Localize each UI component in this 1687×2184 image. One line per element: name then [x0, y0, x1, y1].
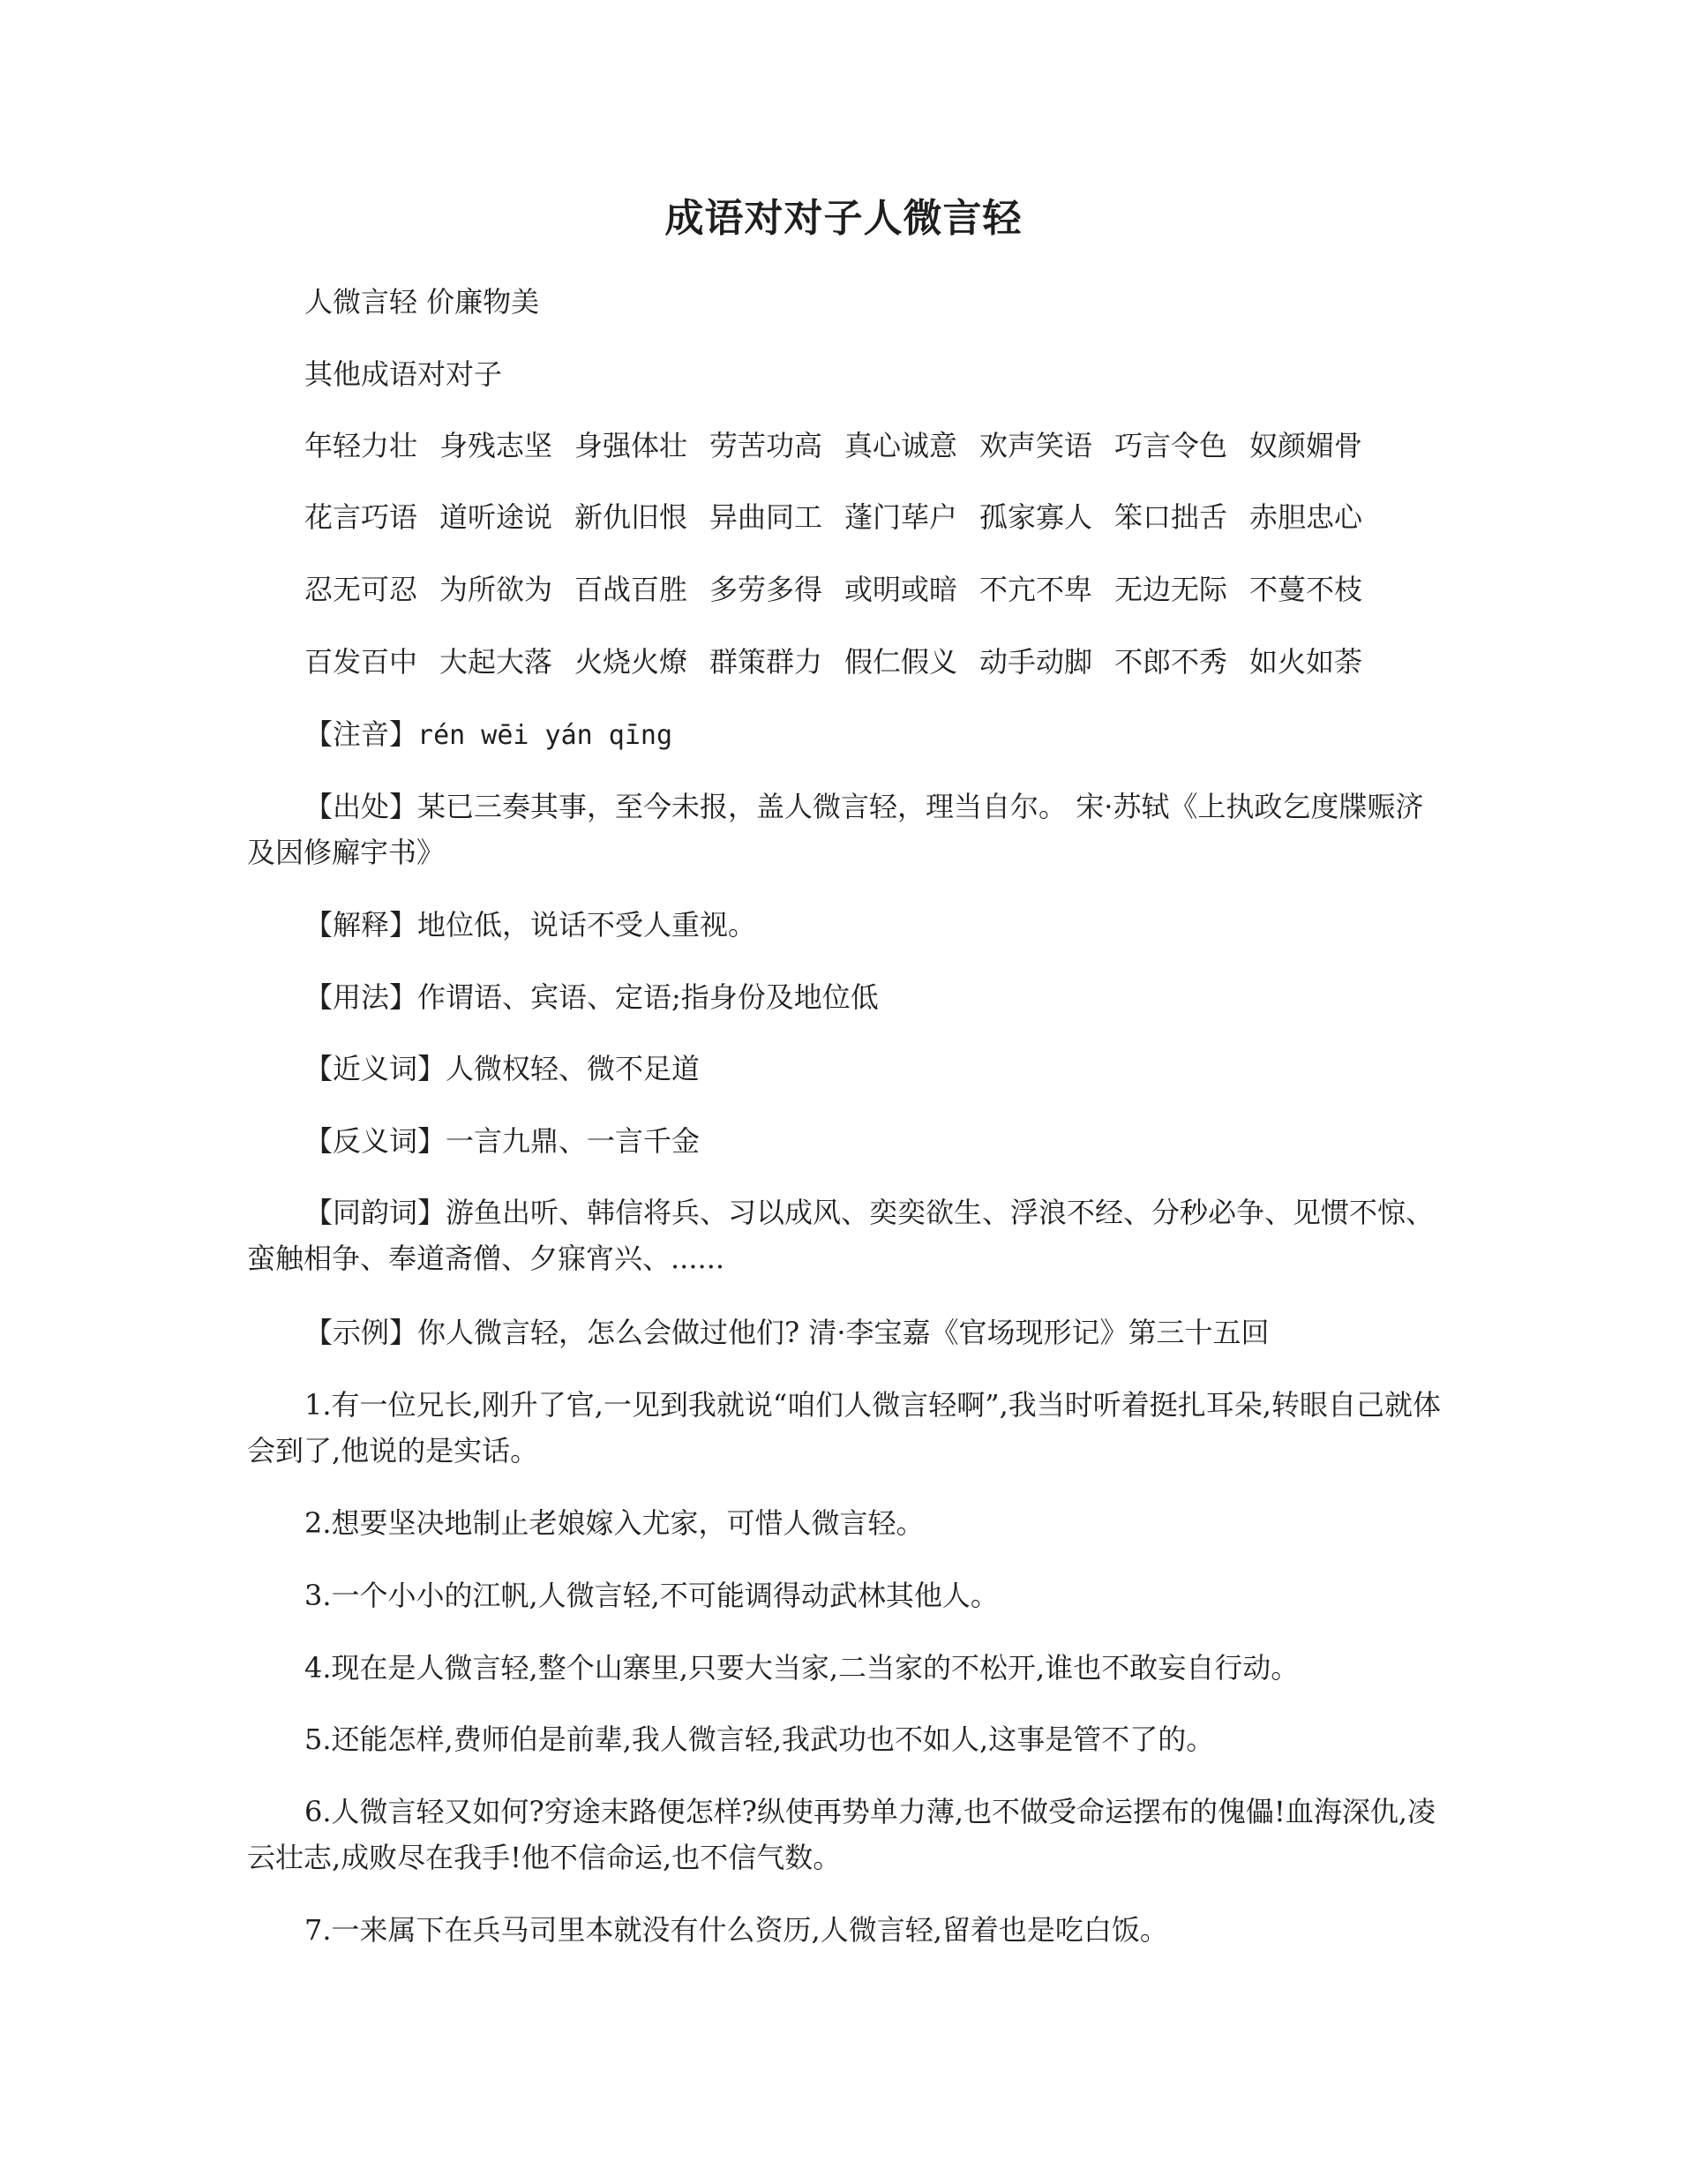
- rhymes-entry: [247, 1190, 1447, 1281]
- idiom-row-1: [304, 423, 1384, 469]
- others-heading: 其他成语对对子: [304, 357, 503, 391]
- idiom-item: 蓬门荜户: [844, 500, 958, 534]
- example-sentence-7: 7.一来属下在兵马司里本就没有什么资历,人微言轻,留着也是吃白饭。: [304, 1913, 1168, 1947]
- idiom-row-4: [304, 639, 1384, 685]
- entry-text: 地位低，说话不受人重视。: [417, 908, 757, 942]
- idiom-item: 身残志坚: [439, 429, 553, 462]
- entry-label: 【同韵词】: [304, 1196, 446, 1229]
- entry-text: 人微权轻、微不足道: [446, 1052, 701, 1085]
- example-sentence-6: 6.人微言轻又如何?穷途末路便怎样?纵使再势单力薄,也不做受命运摆布的傀儡!血海深仇,凌云壮志,成败尽在我手!他不信命运,也不信气数。: [247, 1795, 1436, 1874]
- idiom-item: 忍无可忍: [304, 573, 418, 606]
- meaning-entry: [304, 902, 1504, 948]
- entry-label: 【用法】: [304, 980, 418, 1014]
- idiom-item: 群策群力: [709, 645, 823, 679]
- idiom-item: 如火如荼: [1249, 645, 1363, 679]
- idiom-item: 百发百中: [304, 645, 418, 679]
- idiom-item: 动手动脚: [979, 645, 1093, 679]
- entry-text: 某已三奏其事，至今未报，盖人微言轻，理当自尔。 宋·苏轼《上执政乞度牒赈济及因修廨宇书》: [247, 790, 1424, 869]
- pinyin-entry: [304, 711, 1504, 759]
- idiom-item: 百战百胜: [574, 573, 688, 606]
- idiom-item: 真心诚意: [844, 429, 958, 462]
- example-sentence-2: 2.想要坚决地制止老娘嫁入尤家，可惜人微言轻。: [304, 1506, 925, 1540]
- idiom-item: 新仇旧恨: [574, 500, 688, 534]
- idiom-item: 无边无际: [1114, 573, 1228, 606]
- page-title: 成语对对子人微言轻: [664, 196, 1023, 241]
- entry-label: 【注音】: [304, 717, 418, 751]
- idiom-item: 巧言令色: [1114, 429, 1228, 462]
- entry-label: 【出处】: [304, 790, 418, 823]
- idiom-row-3: [304, 567, 1384, 612]
- example-entry: [304, 1310, 1504, 1355]
- idiom-item: 身强体壮: [574, 429, 688, 462]
- entry-label: 【解释】: [304, 908, 418, 942]
- idiom-item: 孤家寡人: [979, 500, 1093, 534]
- entry-text: rén wēi yán qīng: [417, 720, 672, 751]
- idiom-item: 或明或暗: [844, 573, 958, 606]
- idiom-item: 笨口拙舌: [1114, 500, 1228, 534]
- idiom-item: 不郎不秀: [1114, 645, 1228, 679]
- example-sentence-3: 3.一个小小的江帆,人微言轻,不可能调得动武林其他人。: [304, 1579, 999, 1612]
- idiom-item: 火烧火燎: [574, 645, 688, 679]
- synonyms-entry: [304, 1046, 1504, 1092]
- example-sentence-5: 5.还能怎样,费师伯是前辈,我人微言轻,我武功也不如人,这事是管不了的。: [304, 1722, 1215, 1756]
- idiom-item: 多劳多得: [709, 573, 823, 606]
- idiom-item: 年轻力壮: [304, 429, 418, 462]
- example-sentence-4: 4.现在是人微言轻,整个山寨里,只要大当家,二当家的不松开,谁也不敢妄自行动。: [304, 1651, 1300, 1685]
- usage-entry: [304, 974, 1504, 1020]
- idiom-item: 奴颜媚骨: [1249, 429, 1363, 462]
- idiom-item: 欢声笑语: [979, 429, 1093, 462]
- source-entry: [247, 784, 1447, 875]
- entry-label: 【近义词】: [304, 1052, 446, 1085]
- idiom-item: 假仁假义: [844, 645, 958, 679]
- entry-label: 【反义词】: [304, 1124, 446, 1158]
- idiom-item: 赤胆忠心: [1249, 500, 1363, 534]
- idiom-pair: 人微言轻 价廉物美: [304, 285, 540, 319]
- antonyms-entry: [304, 1118, 1504, 1164]
- idiom-item: 花言巧语: [304, 500, 418, 534]
- entry-text: 你人微言轻，怎么会做过他们? 清·李宝嘉《官场现形记》第三十五回: [417, 1316, 1270, 1349]
- idiom-row-2: [304, 494, 1384, 540]
- idiom-item: 大起大落: [439, 645, 553, 679]
- entry-text: 一言九鼎、一言千金: [446, 1124, 701, 1158]
- entry-text: 游鱼出听、韩信将兵、习以成风、奕奕欲生、浮浪不经、分秒必争、见惯不惊、蛮触相争、奉道斋僧、夕寐宵兴、......: [247, 1196, 1435, 1275]
- entry-label: 【示例】: [304, 1316, 418, 1349]
- entry-text: 作谓语、宾语、定语;指身份及地位低: [417, 980, 879, 1014]
- idiom-item: 异曲同工: [709, 500, 823, 534]
- example-sentence-1: 1.有一位兄长,刚升了官,一见到我就说“咱们人微言轻啊”,我当时听着挺扎耳朵,转眼自己就体会到了,他说的是实话。: [247, 1388, 1441, 1467]
- idiom-item: 劳苦功高: [709, 429, 823, 462]
- idiom-item: 道听途说: [439, 500, 553, 534]
- idiom-item: 为所欲为: [439, 573, 553, 606]
- idiom-item: 不亢不卑: [979, 573, 1093, 606]
- idiom-item: 不蔓不枝: [1249, 573, 1363, 606]
